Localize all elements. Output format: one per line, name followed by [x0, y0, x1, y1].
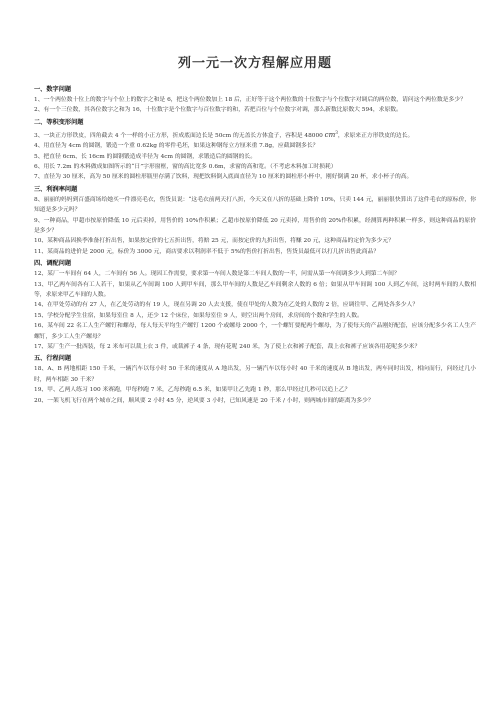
section-numbers [34, 85, 476, 116]
section-heading: 一、数字问题 [34, 86, 72, 93]
problem-item: 2、有一个三位数，其各位数字之和为 16，十位数字是个位数字与百位数字的和，若把百位与个位数字对调，那么新数比原数大 594，求原数。 [34, 107, 402, 114]
problem-item: 18、A、B 两地相距 150 千米，一辆汽车以每小时 50 千米的速度从 A 地出发，另一辆汽车以每小时 40 千米的速度从 B 地出发，两车同时出发，相向而行，问经过几小时，两车相距 30 千米？ [34, 366, 476, 383]
unit-exponent: 3 [335, 129, 338, 135]
problem-text: 3、一块正方形铁皮，四角截去 4 个一样的小正方形，折成底面边长是 50cm 的无盖长方体盒子，容积是 48000 [34, 132, 323, 139]
problem-item: 8、丽丽的妈妈到百盛商场给她买一件漂亮毛衣，售货员说：“这毛衣前两天打八折，今天又在八折的基础上降价 10%，只卖 144 元，丽丽很快算出了这件毛衣的原标价，你知道是多少元吗？ [34, 196, 476, 214]
section-volume [34, 118, 476, 183]
problem-item: 17、某厂生产一批西装，每 2 米布可以裁上衣 3 件，或裁裤子 4 条，现有花呢 240 米，为了使上衣和裤子配套，裁上衣和裤子应该各用花呢多少米？ [34, 344, 421, 351]
problem-text-tail: ，求原来正方形铁皮的边长。 [337, 132, 414, 139]
problem-item: 6、用长 7.2m 的木料做成如图所示的“日”字形窗框，窗的高比宽多 0.6m，求窗的高和宽。（不考虑木料加工时损耗） [34, 163, 337, 170]
problem-item: 14、在甲处劳动的有 27 人，在乙处劳动的有 19 人，现在另调 20 人去支援，使在甲处的人数为在乙处的人数的 2 倍，应调往甲、乙两处各多少人？ [34, 302, 419, 309]
problem-item: 10、某种商品因换季准备打折出售，如果按定价的七五折出售，将赔 25 元，而按定价的九折出售，将赚 20 元，这种商品的定价为多少元？ [34, 238, 394, 245]
section-heading: 四、调配问题 [34, 260, 72, 268]
section-travel [34, 354, 476, 406]
section-heading: 五、行程问题 [34, 355, 72, 363]
problem-item: 5、把直径 6cm、长 16cm 的圆钢锻造成半径为 4cm 的圆钢，求锻造后的圆钢的长。 [34, 153, 256, 160]
problem-item: 4、用直径为 4cm 的圆钢，锻造一个重 0.62kg 的零件毛坯，如果这种钢每立方厘米重 7.8g，应截圆钢多长？ [34, 143, 319, 150]
volume-unit: cm [324, 130, 336, 139]
section-allocation [34, 259, 476, 352]
problem-item: 12、某厂一车间有 64 人，二车间有 56 人。现因工作需要，要求第一车间人数是第二车间人数的一半，问需从第一车间调多少人到第二车间？ [34, 271, 400, 278]
section-heading: 二、等积变形问题 [34, 118, 84, 126]
problem-item: 16、某车间 22 名工人生产螺钉和螺母，每人每天平均生产螺钉 1200 个或螺母 2000 个，一个螺钉要配两个螺母，为了使每天的产品刚好配套，应该分配多少名工人生产螺钉，多少工人生产螺母？ [34, 323, 476, 340]
section-profit [34, 185, 476, 257]
problem-item: 9、一种商品，甲超市按原价降低 10 元后卖掉，用售价的 10%作积累；乙超市按原价降低 20 元卖掉，用售价的 20%作积累，经测算两种积累一样多，则这种商品的原价是多少？ [34, 217, 476, 234]
document-title: 列一元一次方程解应用题 [177, 56, 332, 71]
problem-item: 15、学校分配学生住宿，如果每室住 8 人，还少 12 个床位，如果每室住 9 人，则空出两个房间，求房间的个数和学生的人数。 [34, 312, 363, 319]
problem-item: 7、直径为 30 厘米，高为 50 厘米的圆柱形瓶里存满了饮料，现把饮料倒入底面直径为 10 厘米的圆柱形小杯中，刚好倒满 20 杯，求小杯子的高。 [34, 174, 413, 181]
problem-item: 20、一架飞机飞行在两个城市之间，顺风要 2 小时 45 分，逆风要 3 小时，已知风速是 20 千米 / 小时，则两城市间的距离为多少？ [34, 397, 374, 404]
problem-item: 19、甲、乙两人练习 100 米赛跑，甲每秒跑 7 米，乙每秒跑 6.5 米，如果甲让乙先跑 1 秒，那么甲经过几秒可以追上乙？ [34, 387, 351, 394]
problem-item: 1、一个两位数十位上的数字与个位上的数字之和是 6，把这个两位数加上 18 后，正好等于这个两位数的十位数字与个位数字对调后的两位数，请问这个两位数是多少？ [34, 97, 466, 103]
problem-item: 11、某商品的进价是 2000 元，标价为 3000 元，商店要求以利润率不低于 5%的售价打折出售，售货员最低可以打几折出售此商品？ [34, 248, 380, 255]
section-heading: 三、利润率问题 [34, 185, 78, 193]
problem-item [34, 128, 476, 141]
problem-item: 13、甲乙两车间各有工人若干，如果从乙车间调 100 人到甲车间，那么甲车间的人数是乙车间剩余人数的 6 倍；如果从甲车间调 100 人到乙车间，这时两车间的人数相等，求原来甲乙车间的人数。 [34, 281, 476, 299]
